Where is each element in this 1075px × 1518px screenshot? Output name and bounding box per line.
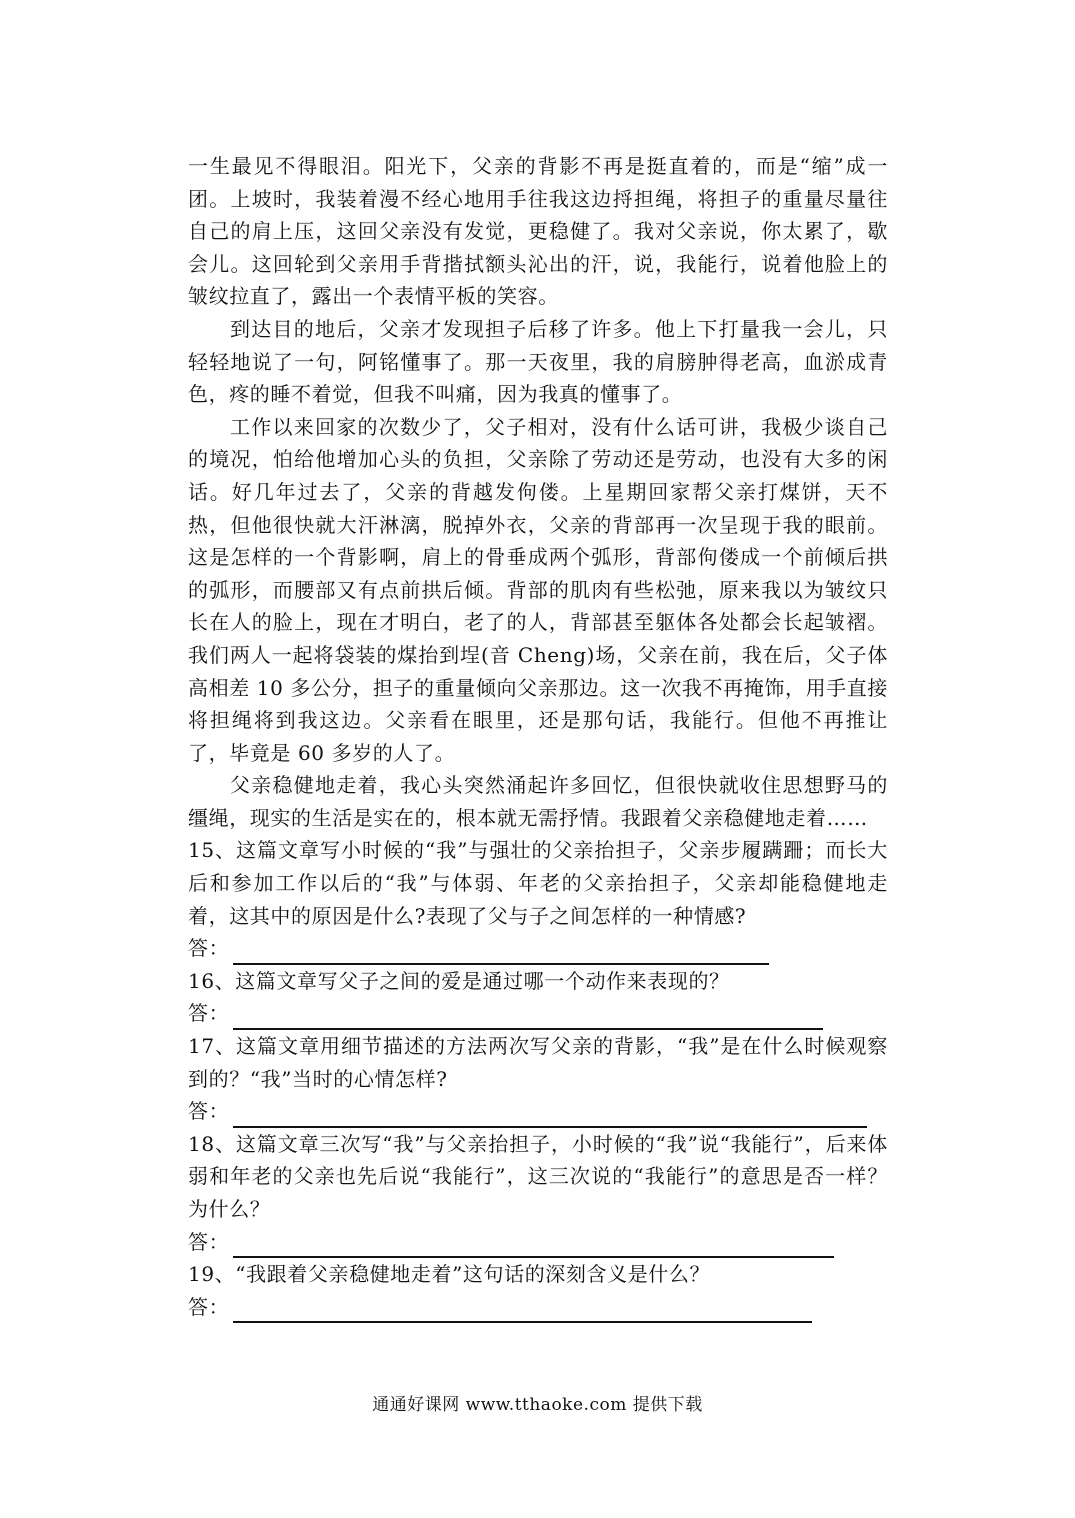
passage-paragraph-1: 一生最见不得眼泪。阳光下，父亲的背影不再是挺直着的，而是“缩”成一团。上坡时，我装着漫不经心地用手往我这边捋担绳，将担子的重量尽量往自己的肩上压，这回父亲没有发觉，更稳健了。我对父亲说，你太累了，歇会儿。这回轮到父亲用手背揩拭额头沁出的汗，说，我能行，说着他脸上的皱纹拉直了，露出一个表情平板的笑容。 [188, 154, 888, 309]
answer-label: 答： [188, 1294, 230, 1319]
question-18: 18、这篇文章三次写“我”与父亲抬担子，小时候的“我”说“我能行”，后来体弱和年老的父亲也先后说“我能行”，这三次说的“我能行”的意思是否一样？为什么？ [188, 1131, 888, 1221]
answer-blank-line[interactable] [233, 1299, 812, 1323]
passage-paragraph-4: 父亲稳健地走着，我心头突然涌起许多回忆，但很快就收住思想野马的缰绳，现实的生活是实在的，根本就无需抒情。我跟着父亲稳健地走着…… [188, 773, 888, 830]
answer-15[interactable] [188, 932, 888, 965]
answer-16[interactable] [188, 997, 888, 1030]
answer-label: 答： [188, 1001, 230, 1026]
answer-17[interactable] [188, 1095, 888, 1128]
answer-18[interactable] [188, 1226, 888, 1259]
answer-label: 答： [188, 1229, 230, 1254]
page-footer: 通通好课网 www.tthaoke.com 提供下载 [372, 1395, 703, 1415]
answer-blank-line[interactable] [233, 941, 769, 965]
answer-blank-line[interactable] [233, 1104, 867, 1128]
question-17: 17、这篇文章用细节描述的方法两次写父亲的背影，“我”是在什么时候观察到的？“我”当时的心情怎样? [188, 1034, 888, 1091]
question-15: 15、这篇文章写小时候的“我”与强壮的父亲抬担子，父亲步履蹒跚；而长大后和参加工作以后的“我”与体弱、年老的父亲抬担子，父亲却能稳健地走着，这其中的原因是什么?表现了父与子之间怎样的一种情感? [188, 838, 888, 928]
question-19: 19、“我跟着父亲稳健地走着”这句话的深刻含义是什么？ [188, 1262, 711, 1287]
answer-19[interactable] [188, 1291, 888, 1324]
answer-label: 答： [188, 936, 230, 961]
answer-blank-line[interactable] [233, 1006, 823, 1030]
passage-paragraph-3: 工作以来回家的次数少了，父子相对，没有什么话可讲，我极少谈自己的境况，怕给他增加心头的负担，父亲除了劳动还是劳动，也没有大多的闲话。好几年过去了，父亲的背越发佝偻。上星期回家帮父亲打煤饼，天不热，但他很快就大汗淋漓，脱掉外衣，父亲的背部再一次呈现于我的眼前。这是怎样的一个背影啊，肩上的骨垂成两个弧形，背部佝偻成一个前倾后拱的弧形，而腰部又有点前拱后倾。背部的肌肉有些松弛，原来我以为皱纹只长在人的脸上，现在才明白，老了的人，背部甚至躯体各处都会长起皱褶。我们两人一起将袋装的煤抬到埕(音 Cheng)场，父亲在前，我在后，父子体高相差 10 多公分，担子的重量倾向父亲那边。这一次我不再掩饰，用手直接将担绳将到我这边。父亲看在眼里，还是那句话，我能行。但他不再推让了，毕竟是 60 多岁的人了。 [188, 414, 888, 765]
question-16: 16、这篇文章写父子之间的爱是通过哪一个动作来表现的？ [188, 968, 730, 993]
answer-blank-line[interactable] [233, 1234, 834, 1258]
passage-paragraph-2: 到达目的地后，父亲才发现担子后移了许多。他上下打量我一会儿，只轻轻地说了一句，阿铭懂事了。那一天夜里，我的肩膀肿得老高，血淤成青色，疼的睡不着觉，但我不叫痛，因为我真的懂事了。 [188, 316, 888, 407]
answer-label: 答： [188, 1099, 230, 1124]
document-body [188, 150, 888, 1323]
